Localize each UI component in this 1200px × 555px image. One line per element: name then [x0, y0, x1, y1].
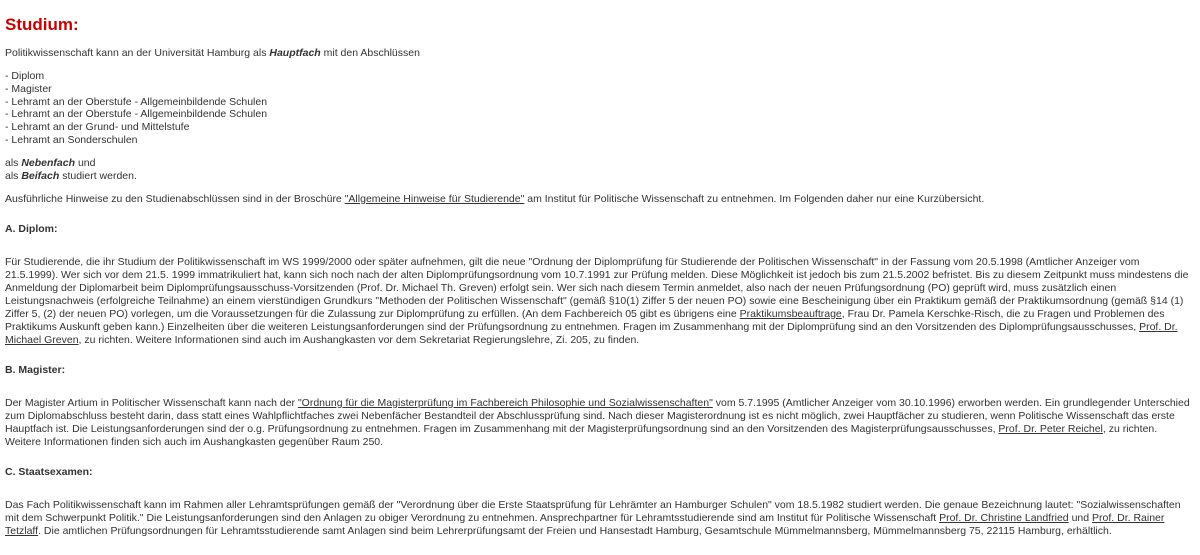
staatsexamen-text: . Die amtlichen Prüfungsordnungen für Lehramtsstudierende samt Anlagen sind beim Lehrerprüfungsamt der Freien und Hansestadt Hamburg, Gesamtschule Mümmelmannsberg, Mümmelmannsberg 75, 22115 Hamburg, erhältlich. [38, 524, 1112, 537]
subject-text: und [75, 156, 96, 169]
intro-text-before: Politikwissenschaft kann an der Universität Hamburg als [5, 47, 270, 59]
subject-text: studiert werden. [59, 169, 137, 182]
list-item: - Diplom [5, 70, 45, 82]
staatsexamen-text: Das Fach Politikwissenschaft kann im Rahmen aller Lehramtsprüfungen gemäß der "Verordnung über die Erste Staatsprüfung für Lehrämter an Hamburger Schulen" vom 18.5.1982 studiert werden. Die genaue Bezeichnung lautet: "Sozialwissenschaften mit dem Schwerpunkt Politik." Die Leistungsanforderungen sind den Anlagen zu obiger Verordnung zu entnehmen. Ansprechpartner für Lehramtsstudierende sind am Institut für Politische Wissenschaft [5, 498, 1181, 524]
diplom-text: , Frau Dr. Pamela Kerschke-Risch, die zu Fragen und Problemen des Praktikums Auskunft geben kann.) Einzelheiten über die weiteren Leistungsanforderungen sind der Prüfungsordnung zu entnehmen. Fragen im Zusammenhang mit der Diplomprüfung sind an den Vorsitzenden des Diplomprüfungsausschusses, [5, 307, 1165, 333]
section-heading-staatsexamen: C. Staatsexamen: [5, 465, 93, 478]
landfried-link[interactable]: Prof. Dr. Christine Landfried [939, 511, 1069, 524]
staatsexamen-paragraph [5, 499, 1195, 538]
subject-text: als [5, 169, 22, 182]
intro-paragraph [5, 47, 1195, 60]
magister-text: vom 5.7.1995 (Amtlicher Anzeiger vom 30.10.1996) erworben werden. Ein grundlegender Unterschied zum Diplomabschluss besteht darin, dass statt eines Wahlpflichtfaches zwei Nebenfächer Bestandteil der Abschlussprüfung sind. Nach dieser Magisterordnung ist es nicht möglich, zwei Hauptfächer zu studieren, wenn Politische Wissenschaft das erste Hauptfach ist. Die Leistungsanforderungen sind der o.g. Prüfungsordnung zu entnehmen. Fragen im Zusammenhang mit der Magisterprüfungsordnung sind an den Vorsitzenden des Magisterprüfungsausschusses, [5, 396, 1190, 435]
degree-list [5, 70, 1195, 147]
subject-text: als [5, 156, 22, 169]
page-title: Studium: [5, 15, 79, 34]
brochure-link[interactable]: "Allgemeine Hinweise für Studierende" [344, 192, 525, 205]
diplom-text: , zu richten. Weitere Informationen sind auch im Aushangkasten vor dem Sekretariat Regierungslehre, Zi. 205, zu finden. [78, 333, 640, 346]
intro-text-after: mit den Abschlüssen [320, 47, 420, 59]
hinweise-text: Ausführliche Hinweise zu den Studienabschlüssen sind in der Broschüre [5, 192, 345, 205]
diplom-text: Für Studierende, die ihr Studium der Politikwissenschaft im WS 1999/2000 oder später aufnehmen, gilt die neue "Ordnung der Diplomprüfung für Studierende der Politischen Wissenschaft" in der Fassung vom 20.5.1998 (Amtlicher Anzeiger vom 21.5.1999). Wer sich vor dem 21.5. 1999 immatrikuliert hat, kann sich noch nach der alten Diplomprüfungsordnung vom 10.7.1991 zur Prüfung melden. Diese Möglichkeit ist jedoch bis zum 21.5.2002 befristet. Bis zu diesem Zeitpunkt muss mindestens die Anmeldung der Diplomarbeit beim Diplomprüfungsausschuss-Vorsitzenden (Prof. Dr. Michael Th. Greven) erfolgt sein. Wer sich nach diesem Termin anmeldet, also nach der neuen Prüfungsordnung (PO) geprüft wird, muss zusätzlich einen Leistungsnachweis (erfolgreiche Teilnahme) an einem vierstündigen Grundkurs "Methoden der Politischen Wissenschaft" (gemäß §10(1) Ziffer 5 der neuen PO) sowie eine Bescheinigung über ein Praktikum gemäß der Praktikumsordnung (gemäß §14 (1) Ziffer 5, (2) der neuen PO) vorlegen, um die Voraussetzungen für die Zulassung zur Diplomprüfung zu erfüllen. (An dem Fachbereich 05 gibt es übrigens eine [5, 255, 1189, 320]
magister-text: , zu richten. Weitere Informationen finden sich auch im Aushangkasten gegenüber Raum 250. [5, 422, 1158, 448]
subject-paragraph [5, 157, 1195, 183]
tetzlaff-link[interactable]: Prof. Dr. Rainer Tetzlaff [5, 511, 1165, 537]
praktikumsbeauftrage-link[interactable]: Praktikumsbeauftrage [739, 307, 842, 320]
magister-paragraph [5, 397, 1195, 449]
greven-link[interactable]: Prof. Dr. Michael Greven [5, 320, 1178, 346]
diplom-paragraph [5, 256, 1195, 347]
hinweise-paragraph [5, 193, 1195, 206]
list-item: - Lehramt an der Grund- und Mittelstufe [5, 121, 190, 134]
magister-text: Der Magister Artium in Politischer Wissenschaft kann nach der [5, 396, 298, 409]
list-item: - Lehramt an der Oberstufe - Allgemeinbildende Schulen [5, 95, 268, 108]
section-heading-diplom: A. Diplom: [5, 222, 58, 235]
nebenfach-emphasis: Nebenfach [21, 156, 76, 169]
list-item: - Magister [5, 82, 52, 95]
list-item: - Lehramt an Sonderschulen [5, 133, 138, 146]
reichel-link[interactable]: Prof. Dr. Peter Reichel [998, 422, 1103, 435]
magisterordnung-link[interactable]: "Ordnung für die Magisterprüfung im Fachbereich Philosophie und Sozialwissenschaften" [297, 396, 713, 409]
intro-emphasis: Hauptfach [269, 47, 321, 59]
staatsexamen-text: und [1068, 511, 1093, 524]
hinweise-text: am Institut für Politische Wissenschaft zu entnehmen. Im Folgenden daher nur eine Kurzübersicht. [524, 192, 985, 205]
beifach-emphasis: Beifach [21, 169, 60, 182]
section-heading-magister: B. Magister: [5, 363, 66, 376]
list-item: - Lehramt an der Oberstufe - Allgemeinbildende Schulen [5, 108, 268, 121]
